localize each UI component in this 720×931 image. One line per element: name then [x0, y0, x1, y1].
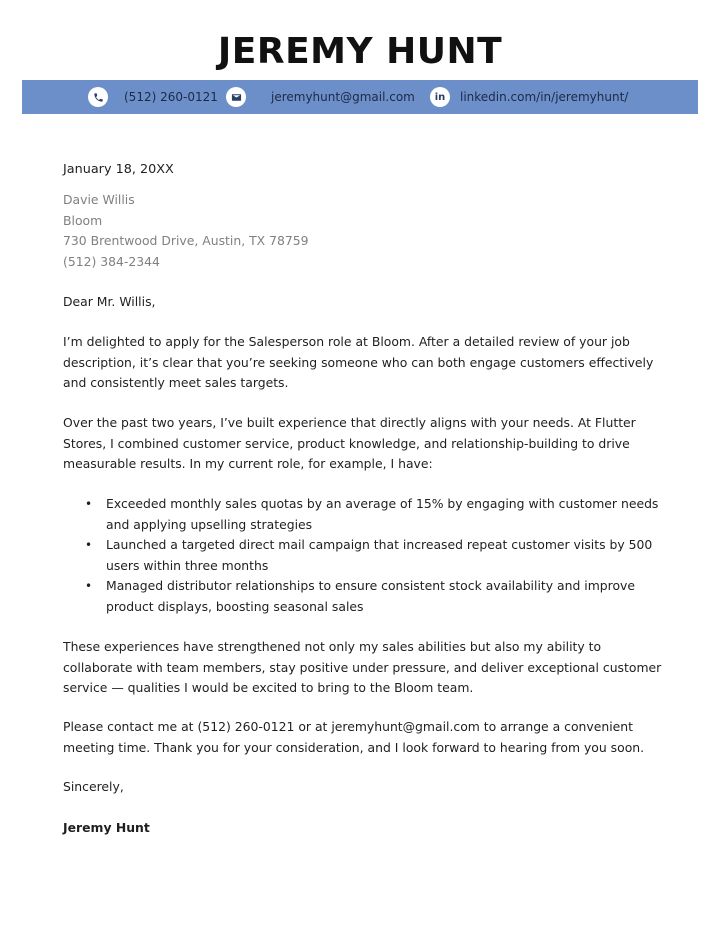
contact-bar: [22, 80, 698, 114]
contact-phone: [88, 80, 218, 114]
recipient-name: Davie Willis: [63, 192, 135, 207]
list-item: [63, 576, 663, 617]
recipient-address: 730 Brentwood Drive, Austin, TX 78759: [63, 233, 309, 248]
signature-name: Jeremy Hunt: [63, 820, 150, 835]
bullet-marker: •: [85, 579, 93, 593]
paragraph-contact: Please contact me at (512) 260-0121 or at jeremyhunt@gmail.com to arrange a convenient meeting time. Thank you for your consideration, and I look forward to hearing from you soon.: [63, 719, 645, 755]
linkedin-link[interactable]: linkedin.com/in/jeremyhunt/: [460, 90, 629, 104]
recipient-phone: (512) 384-2344: [63, 253, 160, 269]
achievements-list: [63, 494, 663, 617]
list-item-text: Exceeded monthly sales quotas by an average of 15% by engaging with customer needs and applying upselling strategies: [106, 496, 659, 532]
list-item: [63, 535, 663, 576]
bullet-marker: •: [85, 538, 93, 552]
list-item: [63, 494, 663, 535]
email-link[interactable]: jeremyhunt@gmail.com: [271, 90, 415, 104]
paragraph-experience: Over the past two years, I’ve built experience that directly aligns with your needs. At Flutter Stores, I combined customer service, product knowledge, and relationship-building to drive measurable results. In my current role, for example, I have:: [63, 415, 636, 471]
contact-linkedin: [430, 80, 628, 114]
linkedin-icon: in: [430, 87, 450, 107]
paragraph-intro: I’m delighted to apply for the Salesperson role at Bloom. After a detailed review of your job description, it’s clear that you’re seeking someone who can both engage customers effectively and consistently meet sales targets.: [63, 334, 654, 390]
recipient-company: Bloom: [63, 212, 103, 228]
paragraph-summary: These experiences have strengthened not only my sales abilities but also my ability to collaborate with team members, stay positive under pressure, and deliver exceptional customer service — qualities I would be excited to bring to the Bloom team.: [63, 639, 662, 695]
closing: Sincerely,: [63, 779, 124, 794]
list-item-text: Launched a targeted direct mail campaign that increased repeat customer visits by 500 users within three months: [106, 537, 653, 573]
mail-icon: [226, 87, 246, 107]
bullet-marker: •: [85, 497, 93, 511]
applicant-name: JEREMY HUNT: [217, 31, 503, 72]
list-item-text: Managed distributor relationships to ensure consistent stock availability and improve product displays, boosting seasonal sales: [106, 578, 635, 614]
phone-icon: [88, 87, 108, 107]
salutation: Dear Mr. Willis,: [63, 294, 156, 309]
phone-text: (512) 260-0121: [124, 90, 218, 104]
letter-date: January 18, 20XX: [63, 162, 174, 177]
contact-email: [226, 80, 415, 114]
recipient-block: [63, 190, 663, 272]
